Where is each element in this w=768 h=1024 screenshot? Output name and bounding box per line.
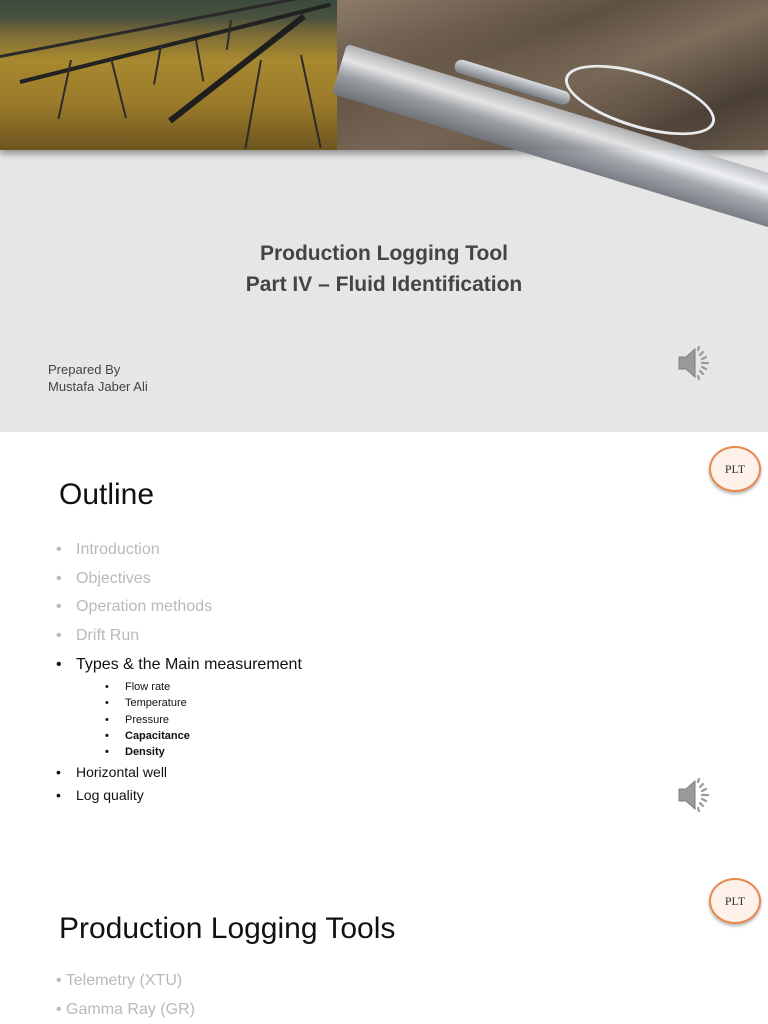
- presentation-title: [0, 238, 768, 300]
- list-item-label: Types & the Main measurement: [76, 655, 302, 673]
- header-photo-banner: [0, 0, 768, 150]
- title-slide: [0, 0, 768, 432]
- list-item: • Gamma Ray (GR): [56, 1001, 195, 1018]
- downhole-tool-photo: [337, 0, 768, 150]
- sub-list-item: • Capacitance: [105, 728, 302, 744]
- tools-slide: [0, 866, 768, 1024]
- tool-rack-photo: [0, 0, 337, 150]
- list-item: • Log quality: [56, 784, 302, 808]
- slide-title: Outline: [59, 478, 155, 511]
- outline-list: [56, 536, 302, 808]
- speaker-icon[interactable]: [676, 775, 716, 815]
- measurement-sublist: [76, 679, 302, 761]
- list-item: • Objectives: [56, 565, 302, 594]
- slide-title: Production Logging Tools: [59, 912, 396, 945]
- plt-badge: PLT: [709, 878, 761, 924]
- list-item: • Telemetry (XTU): [56, 972, 183, 989]
- sub-list-item: • Pressure: [105, 712, 302, 728]
- author-name: Mustafa Jaber Ali: [48, 379, 148, 394]
- list-item: • Drift Run: [56, 622, 302, 651]
- title-line-1: Production Logging Tool: [259, 242, 509, 265]
- list-item: • Horizontal well: [56, 761, 302, 785]
- title-line-2: Part IV – Fluid Identification: [245, 273, 523, 296]
- sub-list-item: • Density: [105, 744, 302, 760]
- list-item: • Introduction: [56, 536, 302, 565]
- list-item-current: [56, 651, 302, 761]
- prepared-by-label: Prepared By: [48, 362, 121, 377]
- plt-badge: PLT: [709, 446, 761, 492]
- outline-slide: [0, 432, 768, 866]
- speaker-icon[interactable]: [676, 343, 716, 383]
- author-block: [48, 361, 148, 395]
- list-item: • Operation methods: [56, 593, 302, 622]
- tools-list: [56, 966, 195, 1024]
- sub-list-item: • Temperature: [105, 695, 302, 711]
- sub-list-item: • Flow rate: [105, 679, 302, 695]
